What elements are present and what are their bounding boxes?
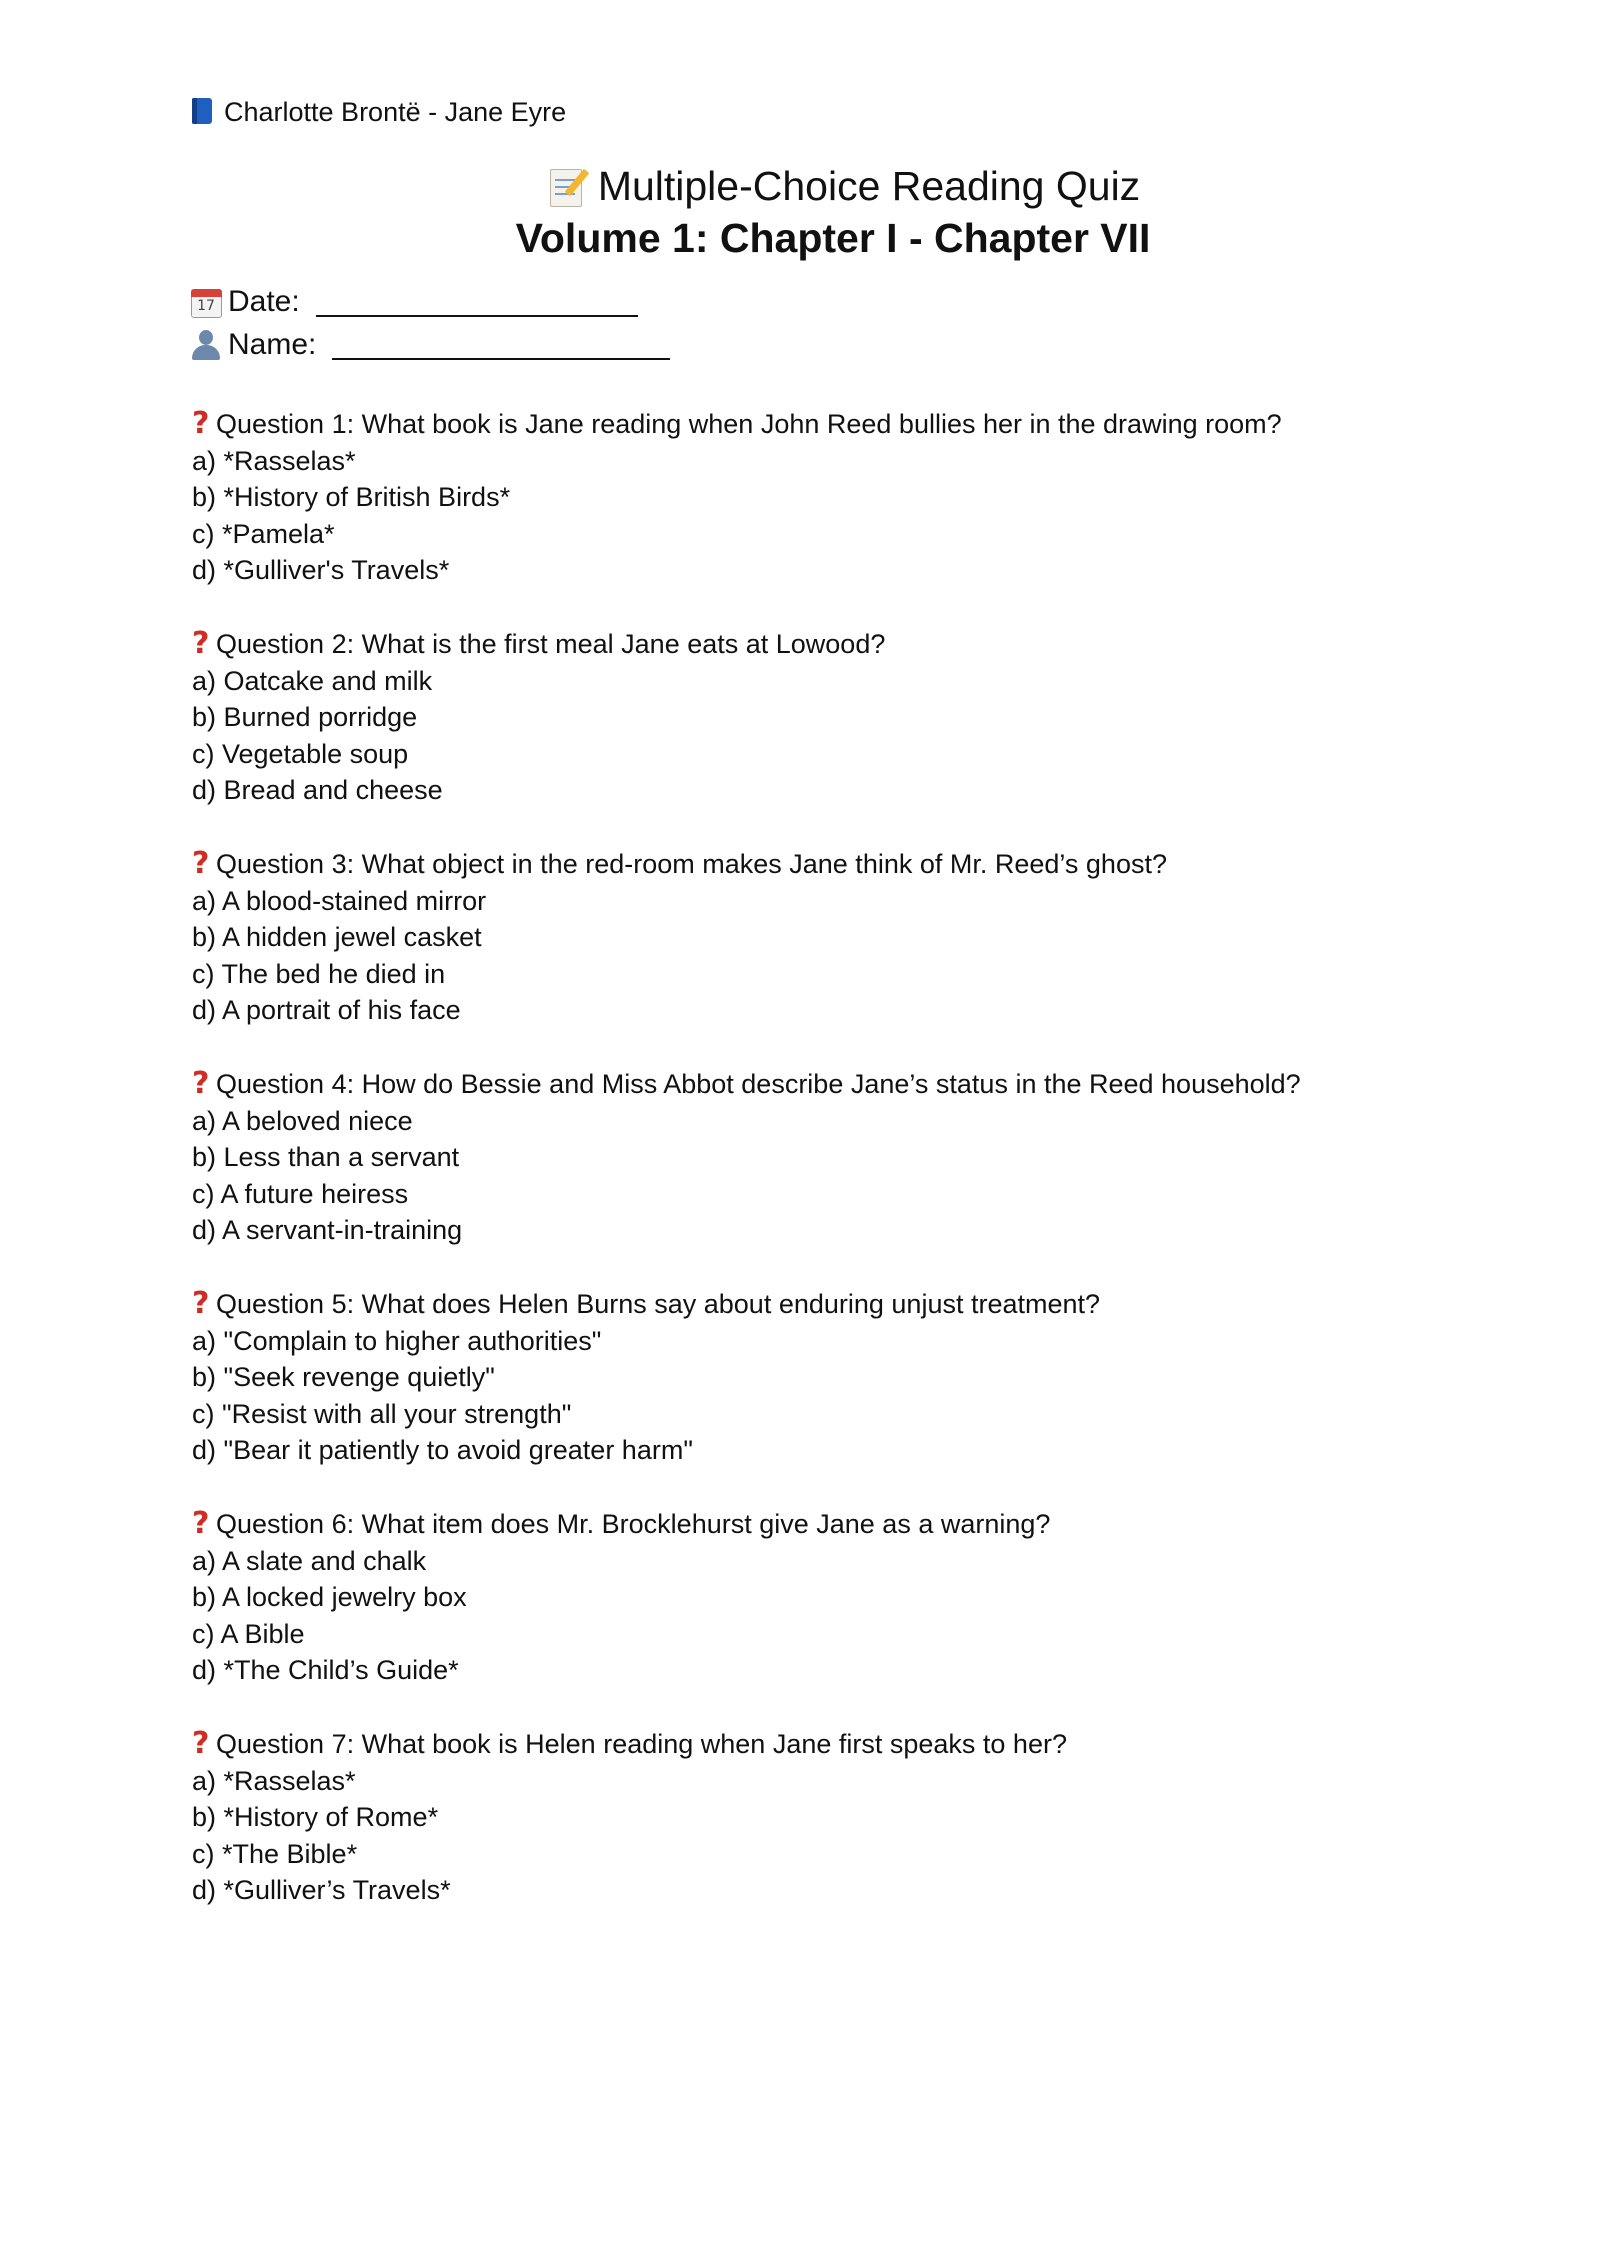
- answer-option: c) "Resist with all your strength": [192, 1398, 572, 1429]
- book-title: Charlotte Brontë - Jane Eyre: [224, 97, 567, 127]
- answer-option: a) "Complain to higher authorities": [192, 1325, 602, 1356]
- answer-option: c) *Pamela*: [192, 518, 335, 549]
- answer-option: d) A servant-in-training: [192, 1215, 463, 1245]
- answer-option: c) *The Bible*: [192, 1838, 358, 1869]
- answer-option: b) Burned porridge: [192, 702, 418, 732]
- question-mark-icon: ?: [192, 1286, 210, 1321]
- answer-option: a) A beloved niece: [192, 1105, 413, 1136]
- answer-option: a) A slate and chalk: [192, 1545, 427, 1576]
- question-text: Question 1: What book is Jane reading when John Reed bullies her in the drawing room?: [216, 409, 1282, 439]
- question-mark-icon: ?: [192, 1506, 210, 1541]
- user-silhouette-icon: [190, 329, 222, 361]
- answer-option: c) A future heiress: [192, 1178, 409, 1209]
- answer-option: b) A locked jewelry box: [192, 1582, 467, 1612]
- answer-option: a) A blood-stained mirror: [192, 885, 487, 916]
- answer-option: d) *Gulliver’s Travels*: [192, 1875, 451, 1905]
- answer-option: b) *History of British Birds*: [192, 482, 511, 512]
- question-mark-icon: ?: [192, 626, 210, 661]
- answer-option: a) *Rasselas*: [192, 445, 356, 476]
- answer-option: d) Bread and cheese: [192, 775, 443, 805]
- question-5: [192, 1286, 1442, 1469]
- question-text: Question 7: What book is Helen reading when Jane first speaks to her?: [216, 1729, 1067, 1759]
- name-blank[interactable]: [332, 330, 670, 360]
- date-field: [190, 282, 638, 322]
- question-text: Question 3: What object in the red-room makes Jane think of Mr. Reed’s ghost?: [216, 849, 1167, 879]
- answer-option: d) *The Child’s Guide*: [192, 1655, 459, 1685]
- answer-option: d) A portrait of his face: [192, 995, 461, 1025]
- question-mark-icon: ?: [192, 846, 210, 881]
- question-2: [192, 626, 1442, 809]
- title-block: [0, 160, 1600, 264]
- question-3: [192, 846, 1442, 1029]
- date-label: Date:: [228, 285, 300, 318]
- question-mark-icon: ?: [192, 1726, 210, 1761]
- answer-option: c) The bed he died in: [192, 958, 446, 989]
- answer-option: b) "Seek revenge quietly": [192, 1362, 495, 1392]
- question-text: Question 5: What does Helen Burns say about enduring unjust treatment?: [216, 1289, 1101, 1319]
- question-text: Question 2: What is the first meal Jane eats at Lowood?: [216, 629, 886, 659]
- memo-icon: [548, 165, 588, 207]
- answer-option: a) Oatcake and milk: [192, 665, 433, 696]
- answer-option: b) A hidden jewel casket: [192, 922, 482, 952]
- book-header: [192, 94, 566, 130]
- quiz-subtitle: Volume 1: Chapter I - Chapter VII: [515, 215, 1151, 261]
- question-4: [192, 1066, 1442, 1249]
- quiz-title: [548, 160, 1140, 212]
- answer-option: c) Vegetable soup: [192, 738, 409, 769]
- name-label: Name:: [228, 328, 317, 361]
- date-blank[interactable]: [316, 287, 638, 317]
- answer-option: b) *History of Rome*: [192, 1802, 439, 1832]
- blue-book-icon: [192, 98, 214, 126]
- question-mark-icon: ?: [192, 1066, 210, 1101]
- answer-option: d) *Gulliver's Travels*: [192, 555, 450, 585]
- question-text: Question 6: What item does Mr. Brocklehurst give Jane as a warning?: [216, 1509, 1051, 1539]
- answer-option: d) "Bear it patiently to avoid greater harm": [192, 1435, 693, 1465]
- quiz-title-text: Multiple-Choice Reading Quiz: [597, 163, 1141, 209]
- question-1: [192, 406, 1442, 589]
- question-6: [192, 1506, 1442, 1689]
- question-7: [192, 1726, 1442, 1909]
- question-text: Question 4: How do Bessie and Miss Abbot describe Jane’s status in the Reed household?: [216, 1069, 1301, 1099]
- calendar-icon: 17: [190, 286, 222, 318]
- question-mark-icon: ?: [192, 406, 210, 441]
- answer-option: c) A Bible: [192, 1618, 305, 1649]
- name-field: [190, 325, 670, 365]
- answer-option: a) *Rasselas*: [192, 1765, 356, 1796]
- answer-option: b) Less than a servant: [192, 1142, 460, 1172]
